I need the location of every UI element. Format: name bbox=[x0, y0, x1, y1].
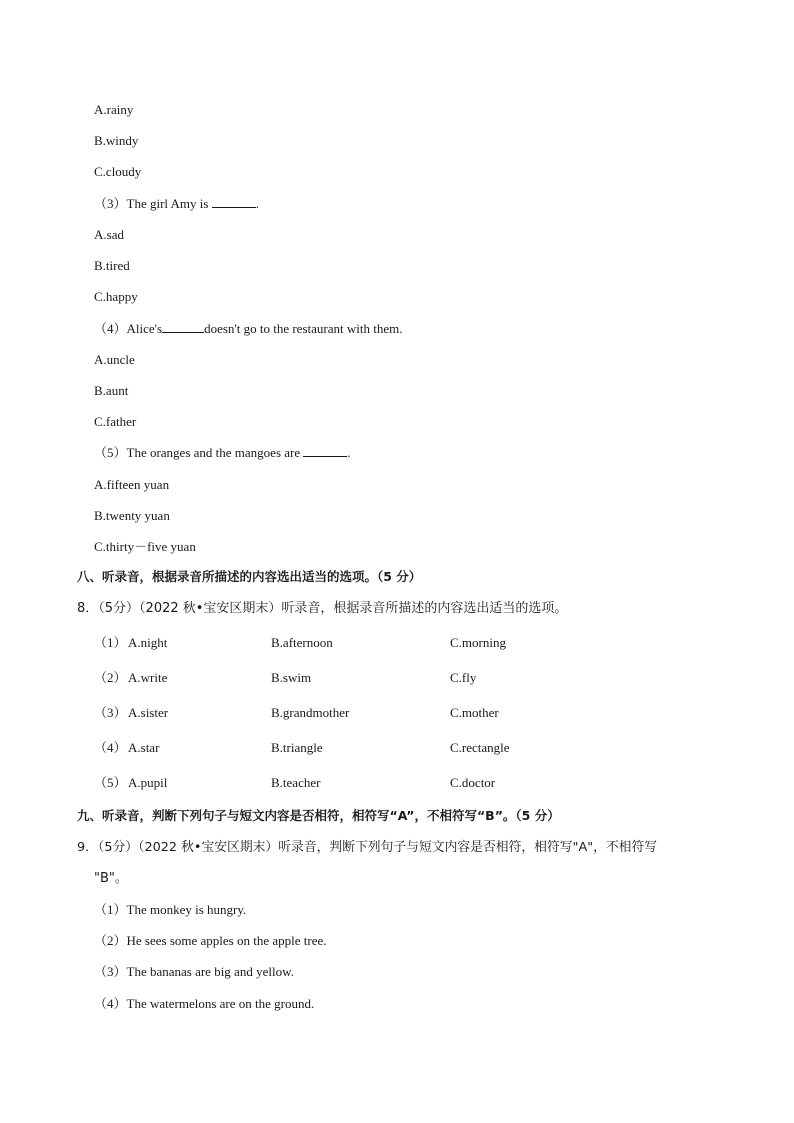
q2-option-c: C.cloudy bbox=[94, 164, 142, 179]
q4-stem bbox=[94, 320, 402, 338]
section9-question-cont: "B"。 bbox=[94, 871, 128, 886]
section8-heading: 八、听录音，根据录音所描述的内容选出适当的选项。（5 分） bbox=[77, 569, 422, 584]
q5-stem bbox=[94, 444, 351, 462]
q5-stem-text: （5）The oranges and the mangoes are bbox=[94, 445, 304, 460]
q5-option-a: A.fifteen yuan bbox=[94, 477, 170, 492]
answer-blank bbox=[212, 195, 256, 208]
section9-heading: 九、听录音，判断下列句子与短文内容是否相符，相符写“A”，不相符写“B”。（5 分） bbox=[77, 808, 560, 823]
q3-stem-text: （3）The girl Amy is bbox=[94, 196, 212, 211]
row-number: （1） bbox=[94, 635, 127, 650]
option-c: C.fly bbox=[450, 670, 477, 685]
option-a: A.sister bbox=[128, 705, 169, 720]
q3-stem-end: . bbox=[255, 196, 259, 211]
option-a: A.write bbox=[128, 670, 168, 685]
statement-3: （3）The bananas are big and yellow. bbox=[94, 964, 294, 979]
statement-1: （1）The monkey is hungry. bbox=[94, 902, 247, 917]
q5-option-b: B.twenty yuan bbox=[94, 508, 170, 523]
row-number: （4） bbox=[94, 740, 127, 755]
q4-option-b: B.aunt bbox=[94, 383, 129, 398]
q2-option-a: A.rainy bbox=[94, 102, 134, 117]
q4-stem-text: （4）Alice's bbox=[94, 321, 163, 336]
option-a: A.star bbox=[128, 740, 160, 755]
option-c: C.rectangle bbox=[450, 740, 510, 755]
q3-option-c: C.happy bbox=[94, 289, 138, 304]
q4-option-a: A.uncle bbox=[94, 352, 135, 367]
section9-question: 9．（5分）（2022 秋•宝安区期末）听录音，判断下列句子与短文内容是否相符，相符写"A"，不相符写 bbox=[77, 840, 658, 855]
option-b: B.grandmother bbox=[271, 705, 350, 720]
option-b: B.swim bbox=[271, 670, 312, 685]
option-c: C.morning bbox=[450, 635, 506, 650]
q2-option-b: B.windy bbox=[94, 133, 139, 148]
q5-stem-end: . bbox=[347, 445, 351, 460]
option-b: B.teacher bbox=[271, 775, 321, 790]
statement-2: （2）He sees some apples on the apple tree. bbox=[94, 933, 327, 948]
row-number: （2） bbox=[94, 670, 127, 685]
q5-option-c: C.thirty－five yuan bbox=[94, 539, 196, 554]
row-number: （3） bbox=[94, 705, 127, 720]
q3-option-b: B.tired bbox=[94, 258, 130, 273]
statement-4: （4）The watermelons are on the ground. bbox=[94, 996, 315, 1011]
answer-blank bbox=[162, 320, 204, 333]
q4-option-c: C.father bbox=[94, 414, 137, 429]
q4-stem-end: doesn't go to the restaurant with them. bbox=[204, 321, 403, 336]
answer-blank bbox=[303, 444, 347, 457]
option-b: B.triangle bbox=[271, 740, 323, 755]
option-b: B.afternoon bbox=[271, 635, 333, 650]
q3-stem bbox=[94, 195, 259, 213]
option-c: C.doctor bbox=[450, 775, 496, 790]
option-c: C.mother bbox=[450, 705, 499, 720]
section8-question: 8．（5分）（2022 秋•宝安区期末）听录音，根据录音所描述的内容选出适当的选项。 bbox=[77, 601, 568, 616]
q3-option-a: A.sad bbox=[94, 227, 124, 242]
option-a: A.pupil bbox=[128, 775, 168, 790]
option-a: A.night bbox=[128, 635, 168, 650]
row-number: （5） bbox=[94, 775, 127, 790]
